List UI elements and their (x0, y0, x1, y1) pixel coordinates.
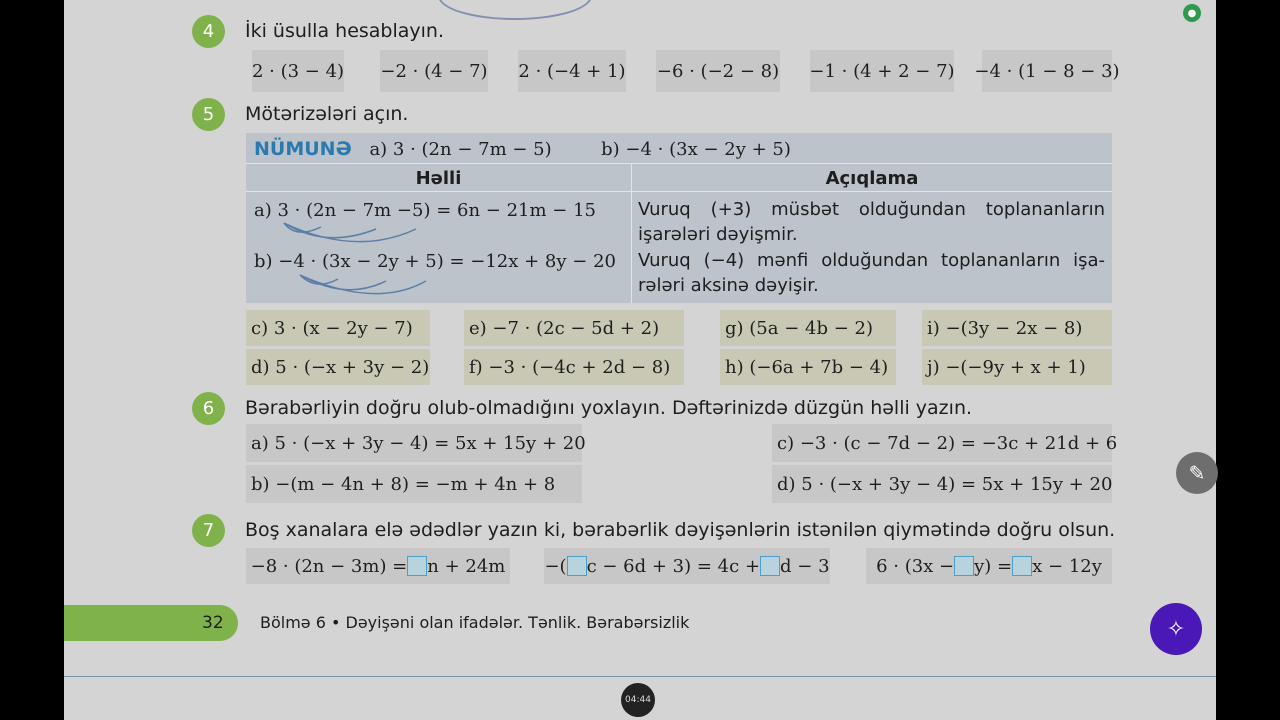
eq-text: c − 6d + 3) = 4c + (586, 555, 761, 577)
blank-box[interactable] (1012, 556, 1032, 576)
eq-text: −8 · (2n − 3m) = (250, 555, 408, 577)
task-4-item: −1 · (4 + 2 − 7) (810, 50, 954, 92)
bottom-divider (64, 676, 1216, 677)
explanation-header: Açıqlama (825, 168, 919, 189)
distribution-arrows-a (276, 221, 436, 247)
eq-text: n + 24m (427, 555, 506, 577)
blank-box[interactable] (954, 556, 974, 576)
arc-decoration (438, 0, 592, 20)
task-4-item: −6 · (−2 − 8) (656, 50, 780, 92)
task-4-badge (192, 15, 225, 48)
task-5-item: e) −7 · (2c − 5d + 2) (464, 310, 684, 346)
task-6-item: d) 5 · (−x + 3y − 4) = 5x + 15y + 20 (772, 465, 1112, 503)
explanation-b: Vuruq (−4) mənfi olduğundan toplananların işa-rələri aksinə dəyişir. (638, 250, 1105, 296)
task-7-title: Boş xanalara elə ədədlər yazın ki, bərabərlik dəyişənlərin istənilən qiymətində doğru olsun. (245, 519, 1116, 541)
example-label: NÜMUNƏ (254, 138, 352, 160)
pencil-icon: ✎ (1188, 461, 1206, 485)
eq-text: y) = (974, 555, 1013, 577)
chat-sparkle-icon: ✧ (1166, 616, 1186, 642)
task-5-item: g) (5a − 4b − 2) (720, 310, 896, 346)
eq-text: −( (544, 555, 567, 577)
solution-b: b) −4 · (3x − 2y + 5) = −12x + 8y − 20 (254, 251, 616, 272)
task-4-item: −4 · (1 − 8 − 3) (982, 50, 1112, 92)
task-5-number: 5 (202, 104, 215, 125)
example-b: b) −4 · (3x − 2y + 5) (601, 139, 791, 160)
task-6-number: 6 (202, 398, 215, 419)
task-6-item: c) −3 · (c − 7d − 2) = −3c + 21d + 6 (772, 424, 1112, 462)
task-5-item: d) 5 · (−x + 3y − 2) (246, 349, 430, 385)
task-5-item: h) (−6a + 7b − 4) (720, 349, 896, 385)
page-number: 32 (202, 613, 224, 633)
footer-chapter: Bölmə 6 • Dəyişəni olan ifadələr. Tənlik. Bərabərsizlik (260, 613, 690, 632)
eq-text: 6 · (3x − (876, 555, 955, 577)
task-7-badge (192, 514, 225, 547)
task-4-item: 2 · (−4 + 1) (518, 50, 626, 92)
task-6-item: b) −(m − 4n + 8) = −m + 4n + 8 (246, 465, 582, 503)
explanation-a: Vuruq (+3) müsbət olduğundan toplananların işarələri dəyişmir. (638, 199, 1105, 245)
task-7-equation-2 (544, 548, 830, 584)
example-divider (246, 163, 1112, 164)
blank-box[interactable] (760, 556, 780, 576)
example-divider (246, 191, 1112, 192)
task-4-number: 4 (202, 21, 215, 42)
example-box (246, 133, 1112, 303)
task-5-item: c) 3 · (x − 2y − 7) (246, 310, 430, 346)
solution-header: Həlli (415, 168, 462, 189)
task-6-title: Bərabərliyin doğru olub-olmadığını yoxlayın. Dəftərinizdə düzgün həlli yazın. (245, 397, 973, 419)
task-5-item: f) −3 · (−4c + 2d − 8) (464, 349, 684, 385)
task-5-title: Mötərizələri açın. (245, 103, 409, 125)
video-timer: 04:44 (621, 683, 655, 717)
chat-button[interactable] (1150, 603, 1202, 655)
task-7-equation-3 (866, 548, 1112, 584)
example-a: a) 3 · (2n − 7m − 5) (369, 139, 552, 160)
edit-button[interactable] (1176, 452, 1218, 494)
task-5-item: i) −(3y − 2x − 8) (922, 310, 1112, 346)
task-7-number: 7 (202, 520, 215, 541)
distribution-arrows-b (296, 273, 446, 299)
task-7-equation-1 (246, 548, 510, 584)
task-4-title: İki üsulla hesablayın. (245, 20, 445, 42)
task-4-item: 2 · (3 − 4) (252, 50, 344, 92)
task-4-item: −2 · (4 − 7) (380, 50, 488, 92)
example-column-divider (631, 163, 632, 303)
task-6-item: a) 5 · (−x + 3y − 4) = 5x + 15y + 20 (246, 424, 582, 462)
task-6-badge (192, 392, 225, 425)
textbook-page (64, 0, 1216, 720)
mic-icon[interactable]: ● (1183, 4, 1201, 22)
solution-a: a) 3 · (2n − 7m −5) = 6n − 21m − 15 (254, 200, 596, 221)
task-5-badge (192, 98, 225, 131)
blank-box[interactable] (407, 556, 427, 576)
task-5-item: j) −(−9y + x + 1) (922, 349, 1112, 385)
blank-box[interactable] (567, 556, 587, 576)
example-title (254, 138, 791, 160)
eq-text: d − 3 (780, 555, 830, 577)
eq-text: x − 12y (1032, 555, 1102, 577)
